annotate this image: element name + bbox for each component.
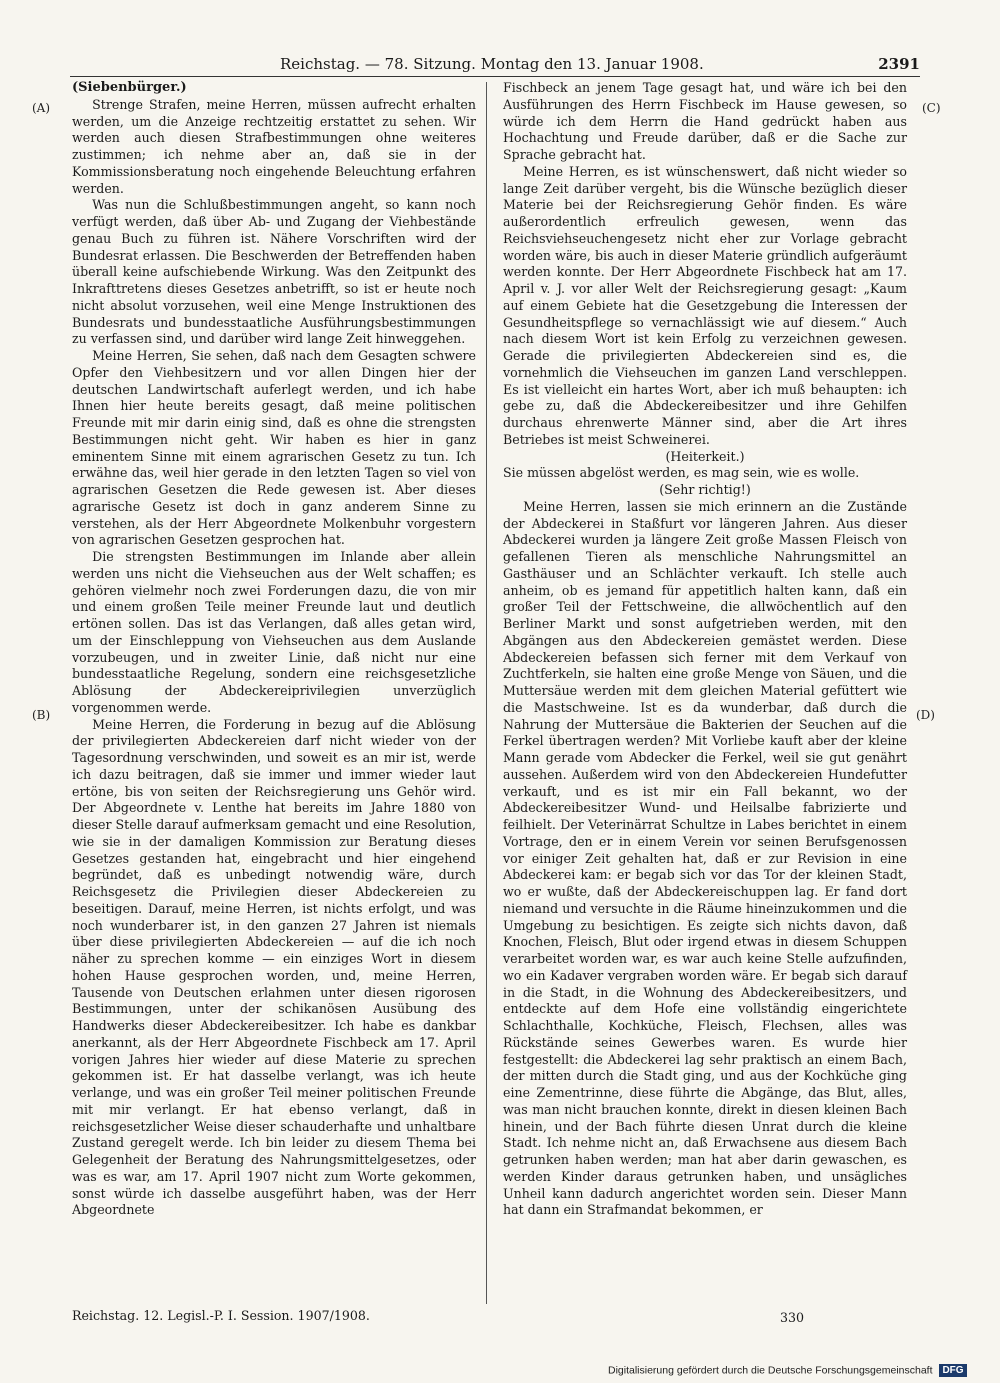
paragraph: Meine Herren, es ist wünschenswert, daß nicht wieder so lange Zeit darüber vergeht, bis die Wünsche bezüglich dieser Materie bei der Reichsregierung Gehör finden. Es wäre außerordentlich erfreulich gewesen, wenn das Reichsviehseuchengesetz nicht eher zur Vorlage gebracht worden wäre, bis auch in dieser Materie gründlich aufgeräumt werden konnte. Der Herr Abgeordnete Fischbeck hat am 17. April v. J. vor aller Welt der Reichsregierung gesagt: „Kaum auf einem Gebiete hat die Gesetzgebung die Interessen der Gesundheitspflege so vernachlässigt wie auf diesem.“ Auch nach diesem Wort ist kein Erfolg zu verzeichnen gewesen. Gerade die privilegierten Abdeckereien sind es, die vornehmlich die Viehseuchen im ganzen Land verschleppen. Es ist vielleicht ein hartes Wort, aber ich muß behaupten: ich gebe zu, daß die Abdeckereibesitzer und ihre Gehilfen durchaus ehrenwerte Männer sind, aber die Art ihres Betriebes ist meist Schweinerei. <box>503 163 907 447</box>
paragraph: Was nun die Schlußbestimmungen angeht, so kann noch verfügt werden, daß über Ab- und Zugang der Viehbestände genau Buch zu führen ist. Nähere Vorschriften wird der Bundesrat erlassen. Die Beschwerden der Betreffenden haben überall keine aufschiebende Wirkung. Was den Zeitpunkt des Inkrafttretens dieses Gesetzes anbetrifft, so ist er heute noch nicht absolut vorzusehen, weil eine Menge Instruktionen des Bundesrats und bundesstaatliche Ausführungsbestimmungen zu verfassen sind, und darüber wird lange Zeit hinweggehen. <box>72 197 476 347</box>
paragraph: Meine Herren, die Forderung in bezug auf die Ablösung der privilegierten Abdeckereien darf nicht wieder von der Tagesordnung verschwinden, und soweit es an mir ist, werde ich dazu beitragen, daß sie immer und immer wieder laut ertöne, bis von seiten der Reichsregierung uns Gehör wird. Der Abgeordnete v. Lenthe hat bereits im Jahre 1880 von dieser Stelle darauf aufmerksam gemacht und eine Resolution, wie sie in der damaligen Kommission zur Beratung dieses Gesetzes gestanden hat, eingebracht und hier eingehend begründet, daß es unbedingt notwendig wäre, durch Reichsgesetz die Privilegien dieser Abdeckereien zu beseitigen. Darauf, meine Herren, ist nichts erfolgt, und was noch wunderbarer ist, in den ganzen 27 Jahren ist niemals über diese privilegierten Abdeckereien — auf die ich noch näher zu sprechen komme — ein einziges Wort in diesem hohen Hause gesprochen worden, und, meine Herren, Tausende von Deutschen erlahmen unter diesen rigorosen Bestimmungen, unter der schikanösen Ausübung des Handwerks dieser Abdeckereibesitzer. Ich habe es dankbar anerkannt, als der Herr Abgeordnete Fischbeck am 17. April vorigen Jahres hier wieder auf diese Materie zu sprechen gekommen ist. Er hat dasselbe verlangt, was ich heute verlange, und was ein großer Teil meiner politischen Freunde mit mir verlangt. Er hat ebenso verlangt, daß in reichsgesetzlicher Weise dieser schauderhafte und unhaltbare Zustand geregelt werde. Ich bin leider zu diesem Thema bei Gelegenheit der Beratung des Nahrungsmittelgesetzes, oder was es war, am 17. April 1907 nicht zum Worte gekommen, sonst würde ich dasselbe ausgeführt haben, was der Herr Abgeordnete <box>72 716 476 1218</box>
dfg-logo: DFG <box>939 1364 966 1377</box>
margin-marker-c: (C) <box>922 101 941 115</box>
paragraph: Meine Herren, Sie sehen, daß nach dem Gesagten schwere Opfer den Viehbesitzern und vor allen Dingen hier der deutschen Landwirtschaft auferlegt werden, und ich habe Ihnen hier heute bereits gesagt, daß meine politischen Freunde mit mir darin einig sind, daß es ohne die strengsten Bestimmungen nicht geht. Wir haben es hier in ganz eminentem Sinne mit einem agrarischen Gesetz zu tun. Ich erwähne das, weil hier gerade in den letzten Tagen so viel von agrarischen Gesetzen die Rede gewesen ist. Aber dieses agrarische Gesetz ist doch in ganz anderem Sinne zu verstehen, als der Herr Abgeordnete Molkenbuhr vorgestern von agrarischen Gesetzen gesprochen hat. <box>72 348 476 548</box>
margin-marker-b: (B) <box>32 708 51 722</box>
margin-marker-d: (D) <box>916 708 935 722</box>
paragraph: Fischbeck an jenem Tage gesagt hat, und wäre ich bei den Ausführungen des Herrn Fischbeck im Hause gewesen, so würde ich dem Herrn die Hand gedrückt haben aus Hochachtung und Freude darüber, daß er die Sache zur Sprache gebracht hat. <box>503 80 907 162</box>
page-number: 2391 <box>878 55 920 73</box>
margin-marker-a: (A) <box>32 101 51 115</box>
digitization-notice <box>608 1364 967 1377</box>
speaker-name: (Siebenbürger.) <box>72 80 187 95</box>
footer-sheet-number: 330 <box>780 1310 805 1325</box>
column-divider <box>486 82 487 1304</box>
interjection: (Sehr richtig!) <box>659 482 751 497</box>
right-column <box>503 80 907 1219</box>
paragraph: Meine Herren, lassen sie mich erinnern an die Zustände der Abdeckerei in Staßfurt vor längeren Jahren. Aus dieser Abdeckerei wurden ja längere Zeit große Massen Fleisch von gefallenen Tieren als menschliche Nahrungsmittel an Gasthäuser und an Schlächter verkauft. Ich stelle auch anheim, ob es jemand für appetitlich halten kann, daß ein großer Teil der Fettschweine, die allwöchentlich auf den Berliner Markt und sonst aufgetrieben werden, mit den Abgängen aus den Abdeckereien gemästet werden. Diese Abdeckereien befassen sich ferner mit dem Verkauf von Zuchtferkeln, sie halten eine große Menge von Säuen, und die Muttersäue werden mit dem gleichen Material gefüttert wie die Mastschweine. Ist es da wunderbar, daß durch die Nahrung der Muttersäue die Bakterien der Seuchen auf die Ferkel übertragen werden? Mit Vorliebe kauft aber der kleine Mann gerade vom Abdecker die Ferkel, weil sie gut genährt aussehen. Außerdem wird von den Abdeckereien Hundefutter verkauft, und es ist mir ein Fall bekannt, wo der Abdeckereibesitzer Wund- und Heilsalbe fabrizierte und feilhielt. Der Veterinärrat Schultze in Labes berichtet in einem Vortrage, den er in einem Verein vor seinen Berufsgenossen vor einiger Zeit gehalten hat, daß er zur Revision in eine Abdeckerei kam: er begab sich vor das Tor der kleinen Stadt, wo er wußte, daß der Abdeckereischuppen lag. Er fand dort niemand und versuchte in die Räume hineinzukommen und die Umgebung zu besichtigen. Es zeigte sich nichts davon, daß Knochen, Fleisch, Blut oder irgend etwas in diesem Schuppen verarbeitet worden war, es war auch keine Stelle aufzufinden, wo ein Kadaver vergraben worden wäre. Er begab sich darauf in die Stadt, in die Wohnung des Abdeckereibesitzers, und entdeckte auf dem Hofe eine vollständig eingerichtete Schlachthalle, Kochküche, Fleisch, Flechsen, alles was Rückstände seines Gewerbes waren. Es wurde hier festgestellt: die Abdeckerei lag sehr praktisch an einem Bach, der mitten durch die Stadt ging, und aus der Kochküche ging eine Zementrinne, diese führte die Abgänge, das Blut, alles, was man nicht brauchen konnte, direkt in diesen kleinen Bach hinein, und der Bach führte diesen Unrat durch die kleine Stadt. Ich nehme nicht an, daß Erwachsene aus diesem Bach getrunken haben werden; man hat aber darin gewaschen, es werden Kinder daraus getrunken haben, und unsägliches Unheil kann dadurch angerichtet worden sein. Dieser Mann hat dann ein Strafmandat bekommen, er <box>503 498 907 1218</box>
footer-session: Reichstag. 12. Legisl.-P. I. Session. 1907/1908. <box>72 1308 370 1323</box>
left-column <box>72 80 476 1219</box>
paragraph: Die strengsten Bestimmungen im Inlande aber allein werden uns nicht die Viehseuchen aus der Welt schaffen; es gehören vielmehr noch zwei Forderungen dazu, die von mir und einem großen Teile meiner Freunde laut und deutlich ertönen sollen. Das ist das Verlangen, daß alles getan wird, um der Einschleppung von Viehseuchen aus dem Auslande vorzubeugen, und in zweiter Linie, daß nicht nur eine bundesstaatliche Regelung, sondern eine reichsgesetzliche Ablösung der Abdeckereiprivilegien unverzüglich vorgenommen werde. <box>72 549 476 715</box>
digitization-text: Digitalisierung gefördert durch die Deutsche Forschungsgemeinschaft <box>608 1364 933 1377</box>
interjection: (Heiterkeit.) <box>665 448 745 464</box>
header-title: Reichstag. — 78. Sitzung. Montag den 13. Januar 1908. <box>280 55 704 73</box>
paragraph: Sie müssen abgelöst werden, es mag sein, wie es wolle. <box>503 465 860 481</box>
paragraph: Strenge Strafen, meine Herren, müssen aufrecht erhalten werden, um die Anzeige rechtzeitig erstattet zu sehen. Wir werden auch diesen Strafbestimmungen ohne weiteres zustimmen; ich nehme aber an, daß sie in der Kommissionsberatung noch eingehende Beleuchtung erfahren werden. <box>72 96 476 196</box>
header-rule <box>70 76 920 77</box>
page-header <box>70 54 920 76</box>
